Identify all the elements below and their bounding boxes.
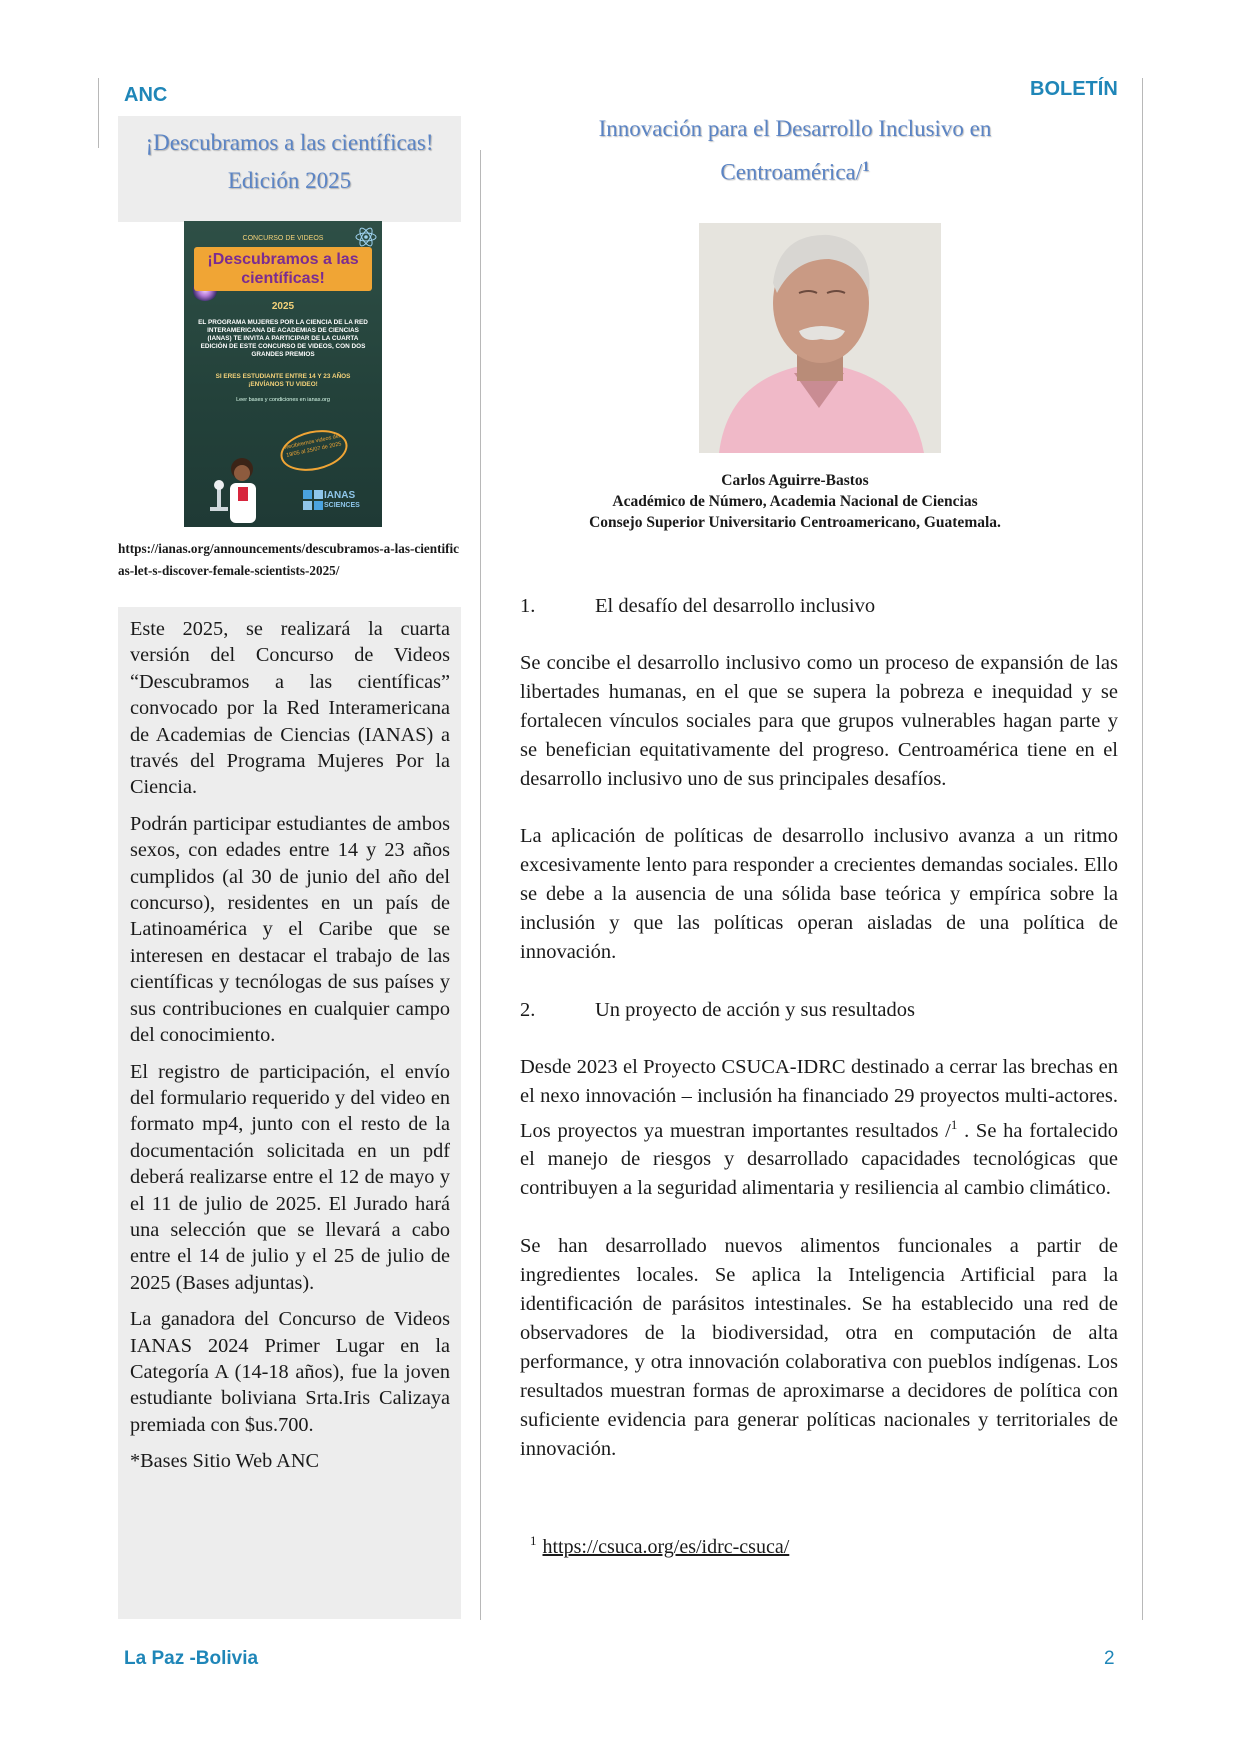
sidebar-text bbox=[130, 616, 450, 1485]
footnote: $^1$ https://csuca.org/es/idrc-csuca/ bbox=[530, 1533, 790, 1558]
header-left: ANC bbox=[124, 84, 168, 106]
article-body bbox=[520, 592, 1118, 1492]
author-byline: Carlos Aguirre-Bastos Académico de Número, Academia Nacional de Ciencias Consejo Superior Universitario Centroamericano, Guatemala. bbox=[520, 470, 1070, 533]
left-margin-rule bbox=[98, 78, 99, 148]
sidebar-paragraph: Este 2025, se realizará la cuarta versión del Concurso de Videos “Descubramos a las científicas” convocado por la Red Interamericana de Academias de Ciencias (IANAS) a través del Programa Mujeres Por la Ciencia. bbox=[130, 618, 450, 799]
article-paragraph: Desde 2023 el Proyecto CSUCA-IDRC destinado a cerrar las brechas en el nexo innovación – inclusión ha financiado 29 proyectos multi-actores. Los proyectos ya muestran importantes resultados /$^1$ . Se ha fortalecido el manejo de riesgos y desarrollado capacidades tecnológicas que contribuyen a la seguridad alimentaria y resiliencia al cambio climático. bbox=[520, 1055, 1118, 1200]
scientist-illustration-icon bbox=[208, 447, 260, 527]
author-portrait-icon bbox=[699, 223, 941, 453]
sidebar-paragraph: La ganadora del Concurso de Videos IANAS 2024 Primer Lugar en la Categoría A (14-18 años), fue la joven estudiante boliviana Srta.Iris Calizaya premiada con $us.700. bbox=[130, 1308, 450, 1436]
contest-poster: CONCURSO DE VIDEOS ¡Descubramos a las científicas! 2025 EL PROGRAMA MUJERES POR LA CIENCIA DE LA RED INTERAMERICANA DE ACADEMIAS DE CIENCIAS (IANAS) TE INVITA A PARTICIPAR DE LA CUARTA EDICIÓN DE ESTE CONCURSO DE VIDEOS, CON DOS GRANDES PREMIOS SI ERES ESTUDIANTE ENTRE 14 Y 23 AÑOS ¡ENVÍANOS TU VIDEO! Leer bases y condiciones en ianas.org Recibiremos videos del 19/05 al 25/07 de 2025 IANAS SCIENCES bbox=[184, 221, 382, 527]
ianas-logo-text: IANAS SCIENCES bbox=[324, 490, 360, 509]
author-name: Carlos Aguirre-Bastos bbox=[721, 472, 869, 489]
article-paragraph: La aplicación de políticas de desarrollo inclusivo avanza a un ritmo excesivamente lento para responder a crecientes demandas sociales. Ello se debe a la ausencia de una sólida base teórica y empírica sobre la inclusión y que las políticas operan aisladas de una política de innovación. bbox=[520, 825, 1118, 964]
page-number: 2 bbox=[1104, 1648, 1115, 1669]
right-margin-rule bbox=[1142, 78, 1143, 1620]
ianas-logo-icon bbox=[302, 489, 324, 511]
sidebar-paragraph: El registro de participación, el envío del formulario requerido y del video en formato mp4, junto con el resto de la documentación solicitada en un pdf deberá realizarse entre el 12 de mayo y el 11 de julio de 2025. El Jurado hará una selección que se llevará a cabo entre el 14 de julio y el 25 de julio de 2025 (Bases adjuntas). bbox=[130, 1060, 450, 1294]
header-right: BOLETÍN bbox=[1030, 78, 1118, 100]
author-photo bbox=[699, 223, 941, 453]
column-divider bbox=[480, 150, 481, 1620]
sidebar-paragraph: Podrán participar estudiantes de ambos sexos, con edades entre 14 y 23 años cumplidos (al 30 de junio del año del concurso), residentes en un país de Latinoamérica y el Caribe que se interesen en destacar el trabajo de las científicas y tecnólogas de sus países y sus contribuciones en cualquier campo del conocimiento. bbox=[130, 812, 450, 1047]
poster-headline: ¡Descubramos a las científicas! bbox=[194, 247, 372, 291]
article-title: Innovación para el Desarrollo Inclusivo en Centroamérica/$^1$ bbox=[598, 116, 992, 185]
sidebar-paragraph: *Bases Sitio Web ANC bbox=[130, 1450, 319, 1473]
footnote-link[interactable]: https://csuca.org/es/idrc-csuca/ bbox=[542, 1535, 790, 1558]
article-paragraph: Se concibe el desarrollo inclusivo como un proceso de expansión de las libertades humanas, en el que se supera la pobreza e inequidad y se fortalecen vínculos sociales para que grupos vulnerables hagan parte y se benefician equitativamente del progreso. Centroamérica tiene en el desarrollo inclusivo uno de sus principales desafíos. bbox=[520, 651, 1118, 790]
sidebar-title: ¡Descubramos a las científicas! Edición 2025 bbox=[145, 130, 434, 193]
article-paragraph: Se han desarrollado nuevos alimentos funcionales a partir de ingredientes locales. Se aplica la Inteligencia Artificial para la identificación de parásitos intestinales. Se ha establecido una red de observadores de la biodiversidad, otra en computación de alta performance, y otra innovación colaborativa con pueblos indígenas. Los resultados muestran formas de aproximarse a decidores de política con suficiente evidencia para generar políticas nacionales y territoriales de innovación. bbox=[520, 1235, 1118, 1460]
section-heading: 1. El desafío del desarrollo inclusivo bbox=[520, 595, 876, 617]
footer-left: La Paz -Bolivia bbox=[124, 1648, 259, 1669]
dates-badge: Recibiremos videos del 19/05 al 25/07 de 2025 bbox=[277, 424, 352, 476]
sidebar-url[interactable]: https://ianas.org/announcements/descubramos-a-las-cientificas-let-s-discover-female-scientists-2025/ bbox=[118, 541, 460, 578]
section-heading: 2. Un proyecto de acción y sus resultados bbox=[520, 998, 915, 1021]
